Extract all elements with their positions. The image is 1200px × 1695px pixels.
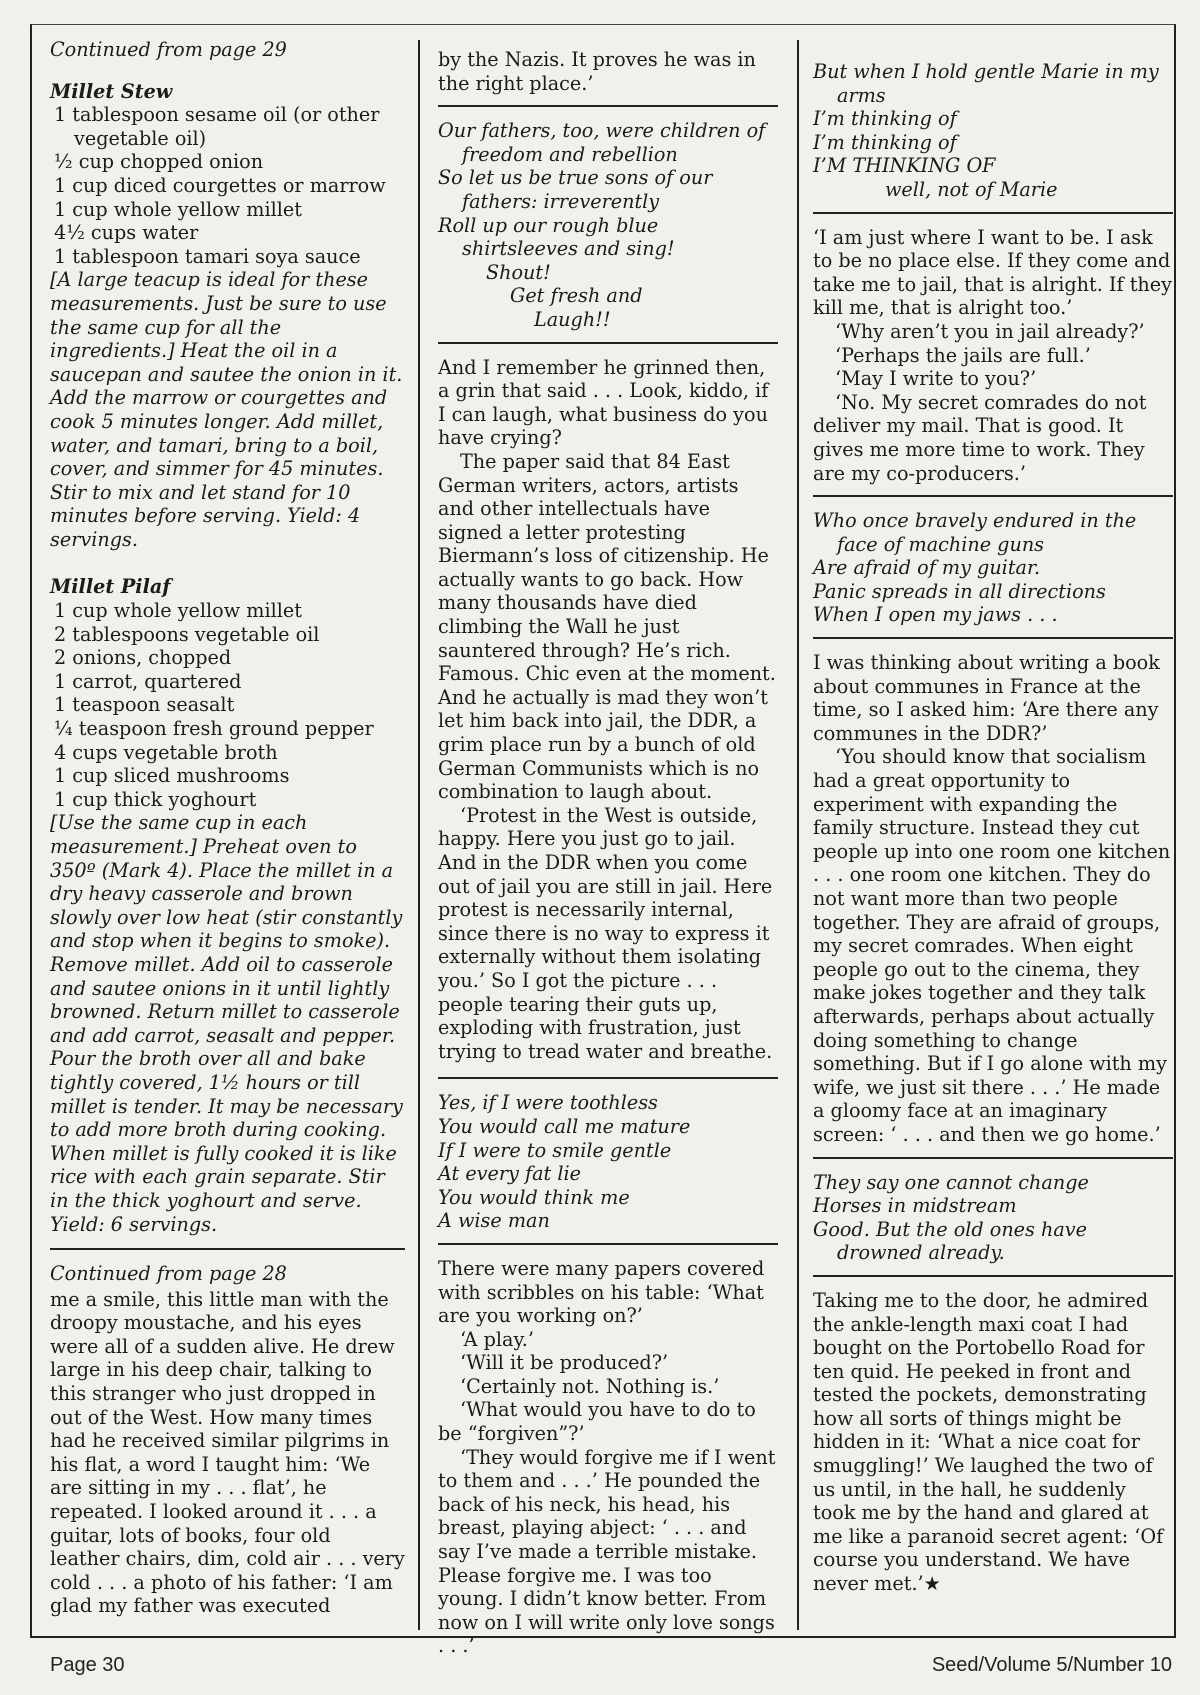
column-rule-left [418, 40, 420, 1630]
ingredient-list [54, 599, 405, 811]
section-divider [50, 1248, 405, 1250]
poem-line: I’M THINKING OF [813, 154, 996, 178]
article-paragraph: Taking me to the door, he admired the ankle-length maxi coat I had bought on the Portobello Road for ten quid. He peeked in front and tested the pockets, demonstrating how all sorts of things might be hidden in it: ‘What a nice coat for smuggling!’ We laughed the two of us until, in the hall, he suddenly took me by the hand and glared at me like a paranoid secret agent: ‘Of course you understand. We have never met.’★ [813, 1288, 1164, 1596]
poem-line: Our fathers, too, were children of freedom and rebellion [438, 119, 766, 166]
ingredient: 4 cups vegetable broth [54, 740, 278, 764]
poem-line: A wise man [438, 1209, 550, 1233]
ingredient: 1 cup whole yellow millet [54, 197, 302, 221]
section-divider [813, 212, 1173, 214]
poem-line: Laugh!! [534, 307, 611, 331]
poem-line: You would think me [438, 1185, 630, 1209]
article-paragraph: I was thinking about writing a book about communes in France at the time, so I asked him: ‘Are there any communes in the DDR?’ [813, 651, 1160, 745]
section-divider [813, 495, 1173, 497]
article-paragraph: ‘May I write to you?’ [835, 367, 1037, 391]
ingredient: 1 cup whole yellow millet [54, 599, 302, 623]
recipe-method: [Use the same cup in each measurement.] Preheat oven to 350º (Mark 4). Place the millet in a dry heavy casserole and brown slowly over low heat (stir constantly and stop when it begins to smoke). Remove millet. Add oil to casserole and sautee onions in it until lightly browned. Return millet to casserole and add carrot, seasalt and pepper. Pour the broth over all and bake tightly covered, 1½ hours or till millet is tender. It may be necessary to add more broth during cooking. When millet is fully cooked it is like rice with each grain separate. Stir in the thick yoghourt and serve. Yield: 6 servings. [50, 811, 403, 1236]
poem-line: I’m thinking of [813, 107, 957, 131]
poem-line: Get fresh and [510, 284, 643, 308]
ingredient: 1 tablespoon sesame oil (or other vegetable oil) [54, 103, 380, 150]
ingredient: 2 tablespoons vegetable oil [54, 622, 320, 646]
poem-line: When I open my jaws . . . [813, 603, 1058, 627]
ingredient: 1 cup sliced mushrooms [54, 764, 290, 788]
section-divider [813, 1157, 1173, 1159]
section-divider [438, 342, 778, 344]
section-divider [438, 1077, 778, 1079]
article-paragraph: ‘No. My secret comrades do not deliver my mail. That is good. It gives me more time to work. They are my co-producers.’ [813, 390, 1147, 485]
ingredient: ¼ teaspoon fresh ground pepper [54, 717, 374, 741]
poem-line: So let us be true sons of our fathers: irreverently [438, 166, 713, 213]
section-divider [813, 1275, 1173, 1277]
ingredient: 2 onions, chopped [54, 646, 232, 670]
continued-from-label: Continued from page 28 [50, 1262, 287, 1286]
poem-line: Yes, if I were toothless [438, 1091, 658, 1115]
poem-line: Panic spreads in all directions [813, 579, 1106, 603]
poem-stanza [438, 119, 778, 331]
poem-line: I’m thinking of [813, 130, 957, 154]
ingredient: 1 carrot, quartered [54, 669, 242, 693]
continued-from-label: Continued from page 29 [50, 38, 287, 61]
section-divider [813, 637, 1173, 639]
recipe-method: [A large teacup is ideal for these measurements. Just be sure to use the same cup for all the ingredients.] Heat the oil in a saucepan and sautee the onion in it. Add the marrow or courgettes and cook 5 minutes longer. Add millet, water, and tamari, bring to a boil, cover, and simmer for 45 minutes. Stir to mix and let stand for 10 minutes before serving. Yield: 4 servings. [50, 268, 403, 551]
ingredient: 4½ cups water [54, 221, 199, 245]
poem-line: Horses in midstream [813, 1194, 1017, 1218]
poem-line: Good. But the old ones have drowned already. [813, 1217, 1087, 1265]
recipe-title: Millet Stew [50, 79, 173, 103]
poem-stanza [438, 1091, 778, 1233]
article-paragraph: ‘Will it be produced?’ [460, 1351, 669, 1375]
poem-line: If I were to smile gentle [438, 1138, 672, 1162]
ingredient: 1 tablespoon tamari soya sauce [54, 244, 361, 268]
poem-stanza [813, 60, 1173, 202]
column-rule-right [797, 40, 799, 1630]
poem-line: Who once bravely endured in the face of machine guns [813, 509, 1137, 556]
section-divider [438, 1243, 778, 1245]
article-paragraph: ‘They would forgive me if I went to them and . . .’ He pounded the back of his neck, his head, his breast, playing abject: ‘ . . . and say I’ve made a terrible mistake. Please forgive me. I was too young. I didn’t know better. From now on I will write only love songs . . .’ [438, 1445, 776, 1658]
poem-line: Are afraid of my guitar. [813, 556, 1041, 580]
article-paragraph: There were many papers covered with scribbles on his table: ‘What are you working on?’ [438, 1256, 765, 1328]
poem-line: well, not of Marie [885, 177, 1058, 201]
poem-line: They say one cannot change [813, 1170, 1089, 1194]
magazine-issue: Seed/Volume 5/Number 10 [931, 1654, 1172, 1676]
column-article-middle [438, 48, 778, 1658]
ingredient-list [54, 103, 405, 268]
poem-line: Shout! [486, 260, 551, 284]
ingredient: 1 teaspoon seasalt [54, 693, 235, 717]
article-paragraph: The paper said that 84 East German writers, actors, artists and other intellectuals have signed a letter protesting Biermann’s loss of citizenship. He actually wants to go back. How many thousands have died climbing the Wall he just sauntered through? He’s rich. Famous. Chic even at the moment. And he actually is mad they won’t let him back into jail, the DDR, a grim place run by a bunch of old German Communists which is no combination to laugh about. [438, 449, 776, 804]
article-paragraph: ‘Certainly not. Nothing is.’ [460, 1374, 720, 1398]
poem-stanza [813, 1171, 1173, 1265]
article-paragraph: ‘You should know that socialism had a great opportunity to experiment with expanding the family structure. Instead they cut people up into one room one kitchen . . . one room one kitchen. They do not want more than two people together. They are afraid of groups, my secret comrades. When eight people go out to the cinema, they make jokes together and they talk afterwards, perhaps about actually doing something to change something. But if I go alone with my wife, we just sit there . . .’ He made a gloomy face at an imaginary screen: ‘ . . . and then we go home.’ [813, 745, 1171, 1146]
poem-line: Roll up our rough blue shirtsleeves and sing! [438, 213, 675, 261]
poem-stanza [813, 509, 1173, 627]
poem-line: At every fat lie [438, 1162, 581, 1186]
article-paragraph: ‘I am just where I want to be. I ask to be no place else. If they come and take me to jail, that is alright. If they kill me, that is alright too.’ [813, 225, 1172, 320]
column-recipes [50, 38, 405, 1618]
section-divider [438, 105, 778, 107]
article-paragraph: And I remember he grinned then, a grin that said . . . Look, kiddo, if I can laugh, what business do you have crying? [438, 355, 769, 450]
ingredient: 1 cup thick yoghourt [54, 787, 257, 811]
recipe-title: Millet Pilaf [50, 575, 171, 599]
ingredient: 1 cup diced courgettes or marrow [54, 173, 386, 197]
article-paragraph: by the Nazis. It proves he was in the right place.’ [438, 48, 756, 95]
ingredient: ½ cup chopped onion [54, 150, 264, 174]
article-paragraph: ‘What would you have to do to be “forgiven”?’ [438, 1398, 756, 1446]
article-paragraph: ‘Why aren’t you in jail already?’ [835, 319, 1145, 343]
article-paragraph: ‘Perhaps the jails are full.’ [835, 343, 1091, 367]
article-paragraph: ‘Protest in the West is outside, happy. Here you just go to jail. And in the DDR when you come out of jail you are still in jail. Here protest is necessarily internal, since there is no way to express it externally without them isolating you.’ So I got the picture . . . people tearing their guts up, exploding with frustration, just trying to tread water and breathe. [438, 803, 773, 1063]
article-paragraph: me a smile, this little man with the droopy moustache, and his eyes were all of a sudden alive. He drew large in his deep chair, talking to this stranger who just dropped in out of the West. How many times had he received similar pilgrims in his flat, a word I taught him: ‘We are sitting in my . . . flat’, he repeated. I looked around it . . . a guitar, lots of books, four old leather chairs, dim, cold air . . . very cold . . . a photo of his father: ‘I am glad my father was executed [50, 1287, 405, 1618]
poem-line: But when I hold gentle Marie in my arms [813, 60, 1159, 107]
column-article-right [813, 60, 1173, 1596]
article-paragraph: ‘A play.’ [460, 1327, 534, 1351]
page-number: Page 30 [50, 1654, 125, 1676]
poem-line: You would call me mature [438, 1114, 691, 1138]
